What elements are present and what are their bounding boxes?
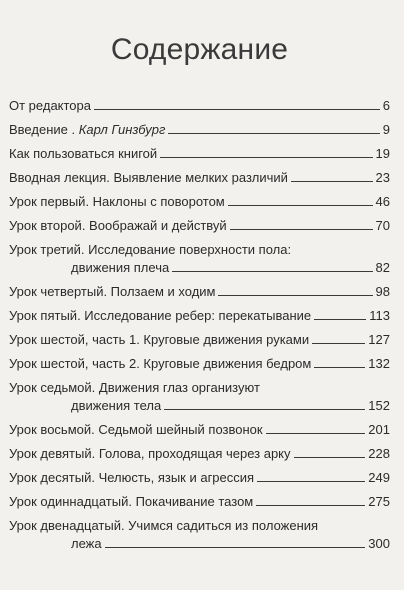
toc-entry-title: Урок второй. Воображай и действуй [9, 218, 227, 233]
toc-page-number: 228 [368, 446, 390, 461]
toc-entry [9, 284, 390, 300]
toc-entry [9, 308, 390, 324]
toc-leader-line [314, 367, 365, 368]
toc-entry-title: От редактора [9, 98, 91, 113]
toc-entry-title: Введение . [9, 122, 79, 137]
toc-entry [9, 242, 390, 276]
toc-leader-line [294, 457, 366, 458]
toc-entry-title: Урок девятый. Голова, проходящая через арку [9, 446, 291, 461]
toc-page-number: 127 [368, 332, 390, 347]
toc-leader-line [160, 157, 372, 158]
toc-entry [9, 146, 390, 162]
toc-page-number: 19 [375, 146, 390, 161]
toc-page-number: 201 [368, 422, 390, 437]
toc-page-number: 23 [375, 170, 390, 185]
toc-entry [9, 194, 390, 210]
toc-entry [9, 518, 390, 552]
toc-page-number: 132 [368, 356, 390, 371]
toc-page-number: 70 [375, 218, 390, 233]
toc-entry-continuation: лежа [71, 536, 102, 551]
page-title: Содержание [110, 33, 289, 66]
toc-entry [9, 122, 390, 138]
toc-page-number: 9 [382, 122, 390, 137]
toc-entry-continuation: движения плеча [71, 260, 170, 275]
toc-entry [9, 446, 390, 462]
toc-leader-line [266, 433, 366, 434]
toc-leader-line [218, 295, 372, 296]
toc-entry-title: Урок четвертый. Ползаем и ходим [9, 284, 216, 299]
toc-entry [9, 98, 390, 114]
toc-entry [9, 380, 390, 414]
toc-entry-title: Урок седьмой. Движения глаз организуют [9, 380, 260, 395]
toc-entry [9, 218, 390, 234]
toc-leader-line [291, 181, 373, 182]
toc-leader-line [94, 109, 380, 110]
toc-entry-title: Урок первый. Наклоны с поворотом [9, 194, 225, 209]
toc-entry-continuation: движения тела [71, 398, 162, 413]
toc-entry-author: Карл Гинзбург [78, 122, 166, 137]
toc-leader-line [168, 133, 379, 134]
toc-page-number: 275 [368, 494, 390, 509]
toc-entry [9, 356, 390, 372]
toc-page-number: 98 [375, 284, 390, 299]
toc-entry-title: Вводная лекция. Выявление мелких различий [9, 170, 288, 185]
toc-entry [9, 470, 390, 486]
toc-entry-title: Урок третий. Исследование поверхности пола: [9, 242, 292, 257]
toc-leader-line [256, 505, 365, 506]
toc-entry-title: Урок одиннадцатый. Покачивание тазом [9, 494, 254, 509]
toc-page-number: 113 [369, 308, 390, 323]
toc-page-number: 82 [375, 260, 390, 275]
toc-page-number: 249 [368, 470, 390, 485]
toc-leader-line [164, 409, 365, 410]
toc-page-number: 46 [375, 194, 390, 209]
toc-leader-line [314, 319, 366, 320]
toc-leader-line [230, 229, 373, 230]
toc-entry-title: Как пользоваться книгой [9, 146, 158, 161]
toc-page-number: 6 [382, 98, 390, 113]
toc-entry [9, 170, 390, 186]
toc-leader-line [172, 271, 372, 272]
toc-leader-line [257, 481, 365, 482]
toc-page-number: 152 [368, 398, 390, 413]
toc-leader-line [228, 205, 373, 206]
toc-entry [9, 332, 390, 348]
toc-leader-line [312, 343, 365, 344]
toc-entry [9, 422, 390, 438]
toc-entry-title: Урок восьмой. Седьмой шейный позвонок [9, 422, 263, 437]
toc-entry-title: Урок пятый. Исследование ребер: перекатывание [9, 308, 312, 323]
toc-page-number: 300 [368, 536, 390, 551]
toc-entry-title: Урок шестой, часть 2. Круговые движения бедром [9, 356, 312, 371]
table-of-contents [9, 98, 390, 551]
toc-entry-title: Урок двенадцатый. Учимся садиться из положения [9, 518, 319, 533]
toc-entry-title: Урок шестой, часть 1. Круговые движения руками [9, 332, 310, 347]
toc-leader-line [105, 547, 366, 548]
toc-entry-title: Урок десятый. Челюсть, язык и агрессия [9, 470, 255, 485]
toc-entry [9, 494, 390, 510]
